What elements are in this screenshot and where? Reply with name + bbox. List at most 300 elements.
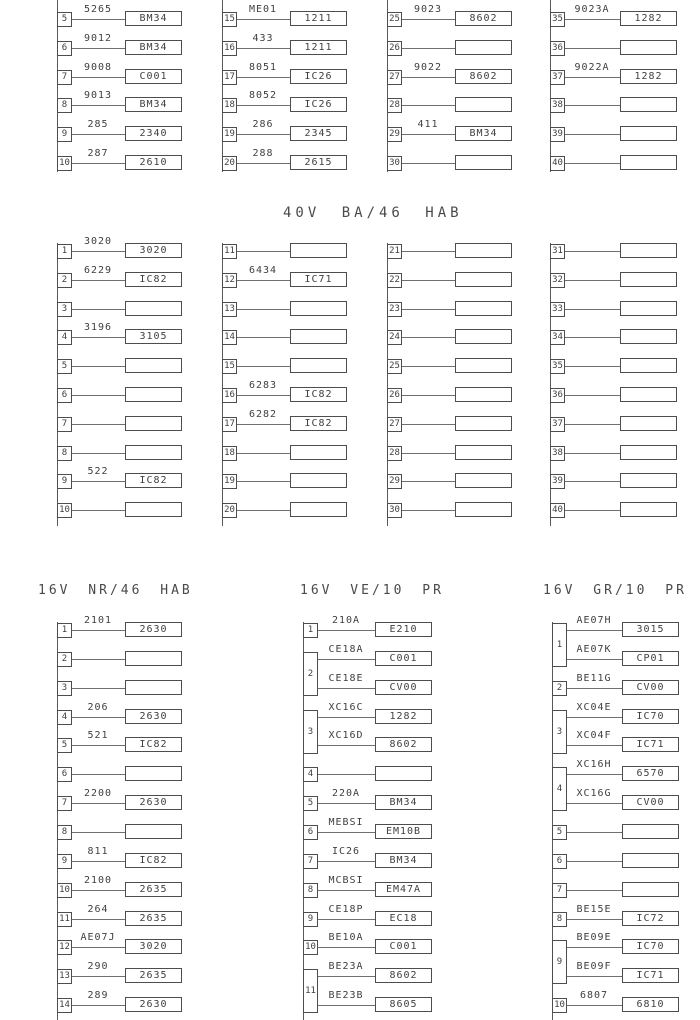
wire-line — [72, 251, 125, 252]
terminal-number-box: 10 — [57, 156, 72, 171]
wire-label: 9012 — [83, 33, 113, 44]
terminal-number-box: 30 — [387, 503, 402, 518]
destination-box — [455, 502, 512, 517]
wire-line — [72, 48, 125, 49]
destination-box — [455, 301, 512, 316]
destination-box: 1211 — [290, 11, 347, 26]
wire-line — [72, 453, 125, 454]
wire-label: XC04E — [576, 702, 612, 713]
destination-box: C001 — [375, 939, 432, 954]
terminal-number-box: 13 — [222, 302, 237, 317]
wire-line — [72, 803, 125, 804]
wire-line — [402, 134, 455, 135]
destination-box — [620, 502, 677, 517]
wire-label: AE07H — [576, 615, 612, 626]
wire-label: 411 — [417, 119, 439, 130]
destination-box — [125, 680, 182, 695]
terminal-number-box: 11 — [57, 912, 72, 927]
wire-line — [567, 832, 622, 833]
destination-box — [125, 766, 182, 781]
wire-line — [72, 337, 125, 338]
terminal-number-box: 1 — [57, 244, 72, 259]
wire-label: 288 — [252, 148, 274, 159]
wire-label: 6807 — [579, 990, 609, 1001]
destination-box — [375, 766, 432, 781]
wire-line — [567, 717, 622, 718]
terminal-number-box: 10 — [57, 883, 72, 898]
destination-box — [622, 824, 679, 839]
wire-line — [72, 395, 125, 396]
wire-label: MCBSI — [328, 875, 364, 886]
wire-label: 220A — [331, 788, 361, 799]
wire-line — [237, 510, 290, 511]
destination-box: IC70 — [622, 709, 679, 724]
destination-box: BM34 — [375, 795, 432, 810]
destination-box: IC82 — [290, 416, 347, 431]
terminal-number-box: 16 — [222, 388, 237, 403]
destination-box: C001 — [375, 651, 432, 666]
terminal-number-box: 18 — [222, 98, 237, 113]
terminal-number-box: 9 — [57, 854, 72, 869]
wire-line — [72, 481, 125, 482]
destination-box — [290, 243, 347, 258]
wire-line — [237, 77, 290, 78]
wire-line — [237, 105, 290, 106]
destination-box: BM34 — [125, 40, 182, 55]
destination-box: IC26 — [290, 97, 347, 112]
wire-line — [402, 19, 455, 20]
destination-box: BM34 — [125, 97, 182, 112]
wire-label: XC16H — [576, 759, 612, 770]
terminal-number-box: 5 — [57, 12, 72, 27]
destination-box: 1282 — [620, 69, 677, 84]
wire-line — [237, 134, 290, 135]
terminal-number-box: 40 — [550, 503, 565, 518]
destination-box: IC70 — [622, 939, 679, 954]
destination-box — [622, 853, 679, 868]
destination-box: EC18 — [375, 911, 432, 926]
wire-line — [565, 19, 620, 20]
wire-line — [72, 280, 125, 281]
wire-label: 2100 — [83, 875, 113, 886]
destination-box — [620, 243, 677, 258]
destination-box: IC82 — [125, 473, 182, 488]
destination-box: 3020 — [125, 243, 182, 258]
terminal-number-box: 8 — [57, 825, 72, 840]
wire-line — [72, 424, 125, 425]
terminal-number-box: 3 — [303, 710, 318, 754]
wire-line — [72, 774, 125, 775]
destination-box: 8605 — [375, 997, 432, 1012]
wire-label: 8052 — [248, 90, 278, 101]
terminal-number-box: 24 — [387, 330, 402, 345]
terminal-number-box: 8 — [552, 912, 567, 927]
terminal-number-box: 25 — [387, 12, 402, 27]
destination-box: CV00 — [622, 795, 679, 810]
wire-line — [72, 510, 125, 511]
wire-line — [72, 105, 125, 106]
terminal-number-box: 3 — [57, 302, 72, 317]
destination-box — [620, 416, 677, 431]
destination-box: 8602 — [455, 11, 512, 26]
terminal-number-box: 29 — [387, 474, 402, 489]
destination-box — [620, 155, 677, 170]
terminal-number-box: 9 — [552, 940, 567, 984]
terminal-number-box: 3 — [552, 710, 567, 754]
wire-line — [567, 659, 622, 660]
wire-line — [318, 861, 375, 862]
wire-label: 521 — [87, 730, 109, 741]
destination-box: IC71 — [622, 737, 679, 752]
terminal-number-box: 10 — [552, 998, 567, 1013]
wire-line — [402, 395, 455, 396]
wire-line — [318, 630, 375, 631]
band-title-16v-ve-10-pr: 16V VE/10 PR — [300, 583, 444, 598]
destination-box: 2610 — [125, 155, 182, 170]
destination-box: 1282 — [620, 11, 677, 26]
wire-line — [72, 745, 125, 746]
terminal-number-box: 19 — [222, 127, 237, 142]
wire-label: IC26 — [331, 846, 361, 857]
wire-line — [72, 309, 125, 310]
terminal-number-box: 14 — [57, 998, 72, 1013]
wire-line — [72, 19, 125, 20]
destination-box: 6810 — [622, 997, 679, 1012]
wire-label: 433 — [252, 33, 274, 44]
terminal-number-box: 36 — [550, 41, 565, 56]
wire-line — [72, 717, 125, 718]
destination-box: EM10B — [375, 824, 432, 839]
destination-box — [620, 126, 677, 141]
wire-line — [567, 630, 622, 631]
wire-label: CE18P — [328, 904, 364, 915]
wire-line — [318, 1005, 375, 1006]
wire-line — [237, 309, 290, 310]
wire-line — [565, 251, 620, 252]
destination-box: 2630 — [125, 795, 182, 810]
wire-line — [402, 309, 455, 310]
terminal-number-box: 1 — [57, 623, 72, 638]
destination-box — [455, 358, 512, 373]
wire-label: MEBSI — [328, 817, 364, 828]
destination-box: CV00 — [375, 680, 432, 695]
terminal-number-box: 35 — [550, 359, 565, 374]
wire-label: BE23A — [328, 961, 364, 972]
wire-line — [565, 481, 620, 482]
wire-label: 9022A — [574, 62, 610, 73]
destination-box: 8602 — [455, 69, 512, 84]
destination-box: 2340 — [125, 126, 182, 141]
terminal-number-box: 39 — [550, 474, 565, 489]
wire-line — [402, 48, 455, 49]
destination-box: IC82 — [125, 272, 182, 287]
destination-box — [125, 387, 182, 402]
terminal-number-box: 4 — [57, 710, 72, 725]
wire-line — [72, 688, 125, 689]
destination-box: BM34 — [455, 126, 512, 141]
destination-box: 2635 — [125, 882, 182, 897]
wire-line — [318, 688, 375, 689]
destination-box: CV00 — [622, 680, 679, 695]
destination-box — [125, 445, 182, 460]
wire-label: 9023 — [413, 4, 443, 15]
wire-line — [567, 1005, 622, 1006]
wire-line — [565, 280, 620, 281]
wire-label: 206 — [87, 702, 109, 713]
wire-line — [318, 745, 375, 746]
terminal-number-box: 6 — [57, 388, 72, 403]
destination-box — [620, 445, 677, 460]
wire-line — [402, 366, 455, 367]
wire-line — [72, 134, 125, 135]
terminal-number-box: 6 — [303, 825, 318, 840]
destination-box — [290, 329, 347, 344]
wire-label: 2200 — [83, 788, 113, 799]
wire-line — [72, 890, 125, 891]
wire-label: 286 — [252, 119, 274, 130]
destination-box: 3015 — [622, 622, 679, 637]
destination-box — [620, 272, 677, 287]
wire-line — [237, 48, 290, 49]
terminal-number-box: 14 — [222, 330, 237, 345]
destination-box — [290, 358, 347, 373]
terminal-number-box: 9 — [303, 912, 318, 927]
terminal-number-box: 8 — [303, 883, 318, 898]
terminal-number-box: 37 — [550, 417, 565, 432]
wire-line — [567, 890, 622, 891]
terminal-number-box: 27 — [387, 417, 402, 432]
destination-box: 6570 — [622, 766, 679, 781]
wire-label: CE18E — [328, 673, 364, 684]
terminal-number-box: 32 — [550, 273, 565, 288]
wire-label: 9022 — [413, 62, 443, 73]
wire-line — [402, 251, 455, 252]
wire-line — [565, 337, 620, 338]
wire-line — [402, 77, 455, 78]
terminal-number-box: 10 — [57, 503, 72, 518]
destination-box — [455, 97, 512, 112]
terminal-number-box: 12 — [57, 940, 72, 955]
wire-line — [565, 424, 620, 425]
wire-line — [318, 774, 375, 775]
destination-box — [290, 301, 347, 316]
wire-line — [318, 976, 375, 977]
wire-line — [237, 337, 290, 338]
terminal-number-box: 2 — [303, 652, 318, 696]
wire-line — [72, 976, 125, 977]
destination-box — [125, 358, 182, 373]
wire-label: 6434 — [248, 265, 278, 276]
wire-line — [565, 77, 620, 78]
wire-line — [237, 163, 290, 164]
wire-label: 2101 — [83, 615, 113, 626]
terminal-number-box: 5 — [552, 825, 567, 840]
terminal-number-box: 36 — [550, 388, 565, 403]
wire-label: BE11G — [576, 673, 612, 684]
terminal-number-box: 25 — [387, 359, 402, 374]
destination-box — [125, 651, 182, 666]
terminal-number-box: 1 — [303, 623, 318, 638]
wire-label: XC04F — [576, 730, 612, 741]
wire-line — [72, 861, 125, 862]
destination-box: 2635 — [125, 968, 182, 983]
wire-line — [72, 366, 125, 367]
terminal-number-box: 30 — [387, 156, 402, 171]
wire-label: AE07K — [576, 644, 612, 655]
destination-box — [455, 416, 512, 431]
terminal-number-box: 4 — [303, 767, 318, 782]
destination-box — [290, 473, 347, 488]
wire-label: 3020 — [83, 236, 113, 247]
wire-line — [402, 280, 455, 281]
wire-line — [72, 919, 125, 920]
wire-label: 6229 — [83, 265, 113, 276]
terminal-number-box: 17 — [222, 70, 237, 85]
band-title-40v-ba-46-hab: 40V BA/46 HAB — [283, 205, 463, 221]
wire-label: BE09E — [576, 932, 612, 943]
terminal-number-box: 31 — [550, 244, 565, 259]
destination-box: 8602 — [375, 968, 432, 983]
terminal-number-box: 26 — [387, 41, 402, 56]
wire-line — [567, 919, 622, 920]
wire-line — [402, 337, 455, 338]
terminal-number-box: 5 — [57, 738, 72, 753]
wire-line — [402, 424, 455, 425]
destination-box — [455, 155, 512, 170]
destination-box — [455, 445, 512, 460]
wire-line — [72, 630, 125, 631]
terminal-number-box: 40 — [550, 156, 565, 171]
wire-line — [318, 919, 375, 920]
terminal-number-box: 8 — [57, 98, 72, 113]
destination-box — [125, 502, 182, 517]
wire-line — [567, 976, 622, 977]
terminal-number-box: 15 — [222, 12, 237, 27]
terminal-number-box: 20 — [222, 156, 237, 171]
wire-line — [72, 1005, 125, 1006]
terminal-number-box: 26 — [387, 388, 402, 403]
wire-label: 522 — [87, 466, 109, 477]
wire-label: 3196 — [83, 322, 113, 333]
destination-box — [290, 502, 347, 517]
terminal-number-box: 11 — [222, 244, 237, 259]
wire-line — [237, 395, 290, 396]
destination-box — [620, 473, 677, 488]
terminal-number-box: 3 — [57, 681, 72, 696]
destination-box: C001 — [125, 69, 182, 84]
destination-box: IC82 — [125, 853, 182, 868]
destination-box: 1211 — [290, 40, 347, 55]
destination-box: 2630 — [125, 997, 182, 1012]
wire-line — [402, 481, 455, 482]
wire-label: CE18A — [328, 644, 364, 655]
wire-label: 9013 — [83, 90, 113, 101]
terminal-number-box: 7 — [303, 854, 318, 869]
destination-box: 8602 — [375, 737, 432, 752]
destination-box — [620, 40, 677, 55]
destination-box: IC72 — [622, 911, 679, 926]
wire-line — [565, 163, 620, 164]
wire-line — [565, 134, 620, 135]
wire-label: BE09F — [576, 961, 612, 972]
terminal-number-box: 37 — [550, 70, 565, 85]
wire-label: 8051 — [248, 62, 278, 73]
terminal-number-box: 38 — [550, 446, 565, 461]
wire-line — [567, 947, 622, 948]
destination-box — [620, 97, 677, 112]
terminal-number-box: 28 — [387, 98, 402, 113]
terminal-number-box: 22 — [387, 273, 402, 288]
terminal-number-box: 15 — [222, 359, 237, 374]
terminal-number-box: 17 — [222, 417, 237, 432]
terminal-number-box: 33 — [550, 302, 565, 317]
destination-box: 2635 — [125, 911, 182, 926]
terminal-number-box: 5 — [303, 796, 318, 811]
terminal-number-box: 16 — [222, 41, 237, 56]
destination-box — [125, 416, 182, 431]
terminal-number-box: 7 — [57, 417, 72, 432]
wire-label: AE07J — [80, 932, 116, 943]
destination-box — [290, 445, 347, 460]
wire-line — [567, 745, 622, 746]
terminal-number-box: 5 — [57, 359, 72, 374]
wire-label: 811 — [87, 846, 109, 857]
destination-box — [125, 824, 182, 839]
destination-box: IC71 — [622, 968, 679, 983]
wire-line — [237, 366, 290, 367]
terminal-number-box: 1 — [552, 623, 567, 667]
terminal-number-box: 35 — [550, 12, 565, 27]
wire-line — [567, 803, 622, 804]
destination-box: IC82 — [290, 387, 347, 402]
wire-label: 9023A — [574, 4, 610, 15]
wire-label: XC16D — [328, 730, 364, 741]
terminal-number-box: 18 — [222, 446, 237, 461]
wire-line — [567, 774, 622, 775]
wire-line — [237, 280, 290, 281]
terminal-number-box: 28 — [387, 446, 402, 461]
wire-label: 264 — [87, 904, 109, 915]
wire-label: 287 — [87, 148, 109, 159]
wire-line — [565, 48, 620, 49]
wire-line — [402, 163, 455, 164]
band-title-16v-nr-46-hab: 16V NR/46 HAB — [38, 583, 193, 598]
destination-box: IC71 — [290, 272, 347, 287]
destination-box — [620, 358, 677, 373]
terminal-number-box: 8 — [57, 446, 72, 461]
destination-box — [455, 329, 512, 344]
destination-box — [620, 387, 677, 402]
wire-line — [318, 803, 375, 804]
terminal-number-box: 6 — [57, 767, 72, 782]
wire-line — [402, 105, 455, 106]
terminal-number-box: 10 — [303, 940, 318, 955]
terminal-number-box: 6 — [57, 41, 72, 56]
destination-box: 2345 — [290, 126, 347, 141]
wire-label: XC16C — [328, 702, 364, 713]
wire-label: BE15E — [576, 904, 612, 915]
wire-label: 290 — [87, 961, 109, 972]
destination-box: E210 — [375, 622, 432, 637]
wire-line — [72, 947, 125, 948]
wire-line — [318, 717, 375, 718]
terminal-number-box: 7 — [57, 796, 72, 811]
terminal-number-box: 9 — [57, 127, 72, 142]
destination-box: 2630 — [125, 709, 182, 724]
destination-box: 2615 — [290, 155, 347, 170]
wire-line — [402, 453, 455, 454]
destination-box: IC26 — [290, 69, 347, 84]
